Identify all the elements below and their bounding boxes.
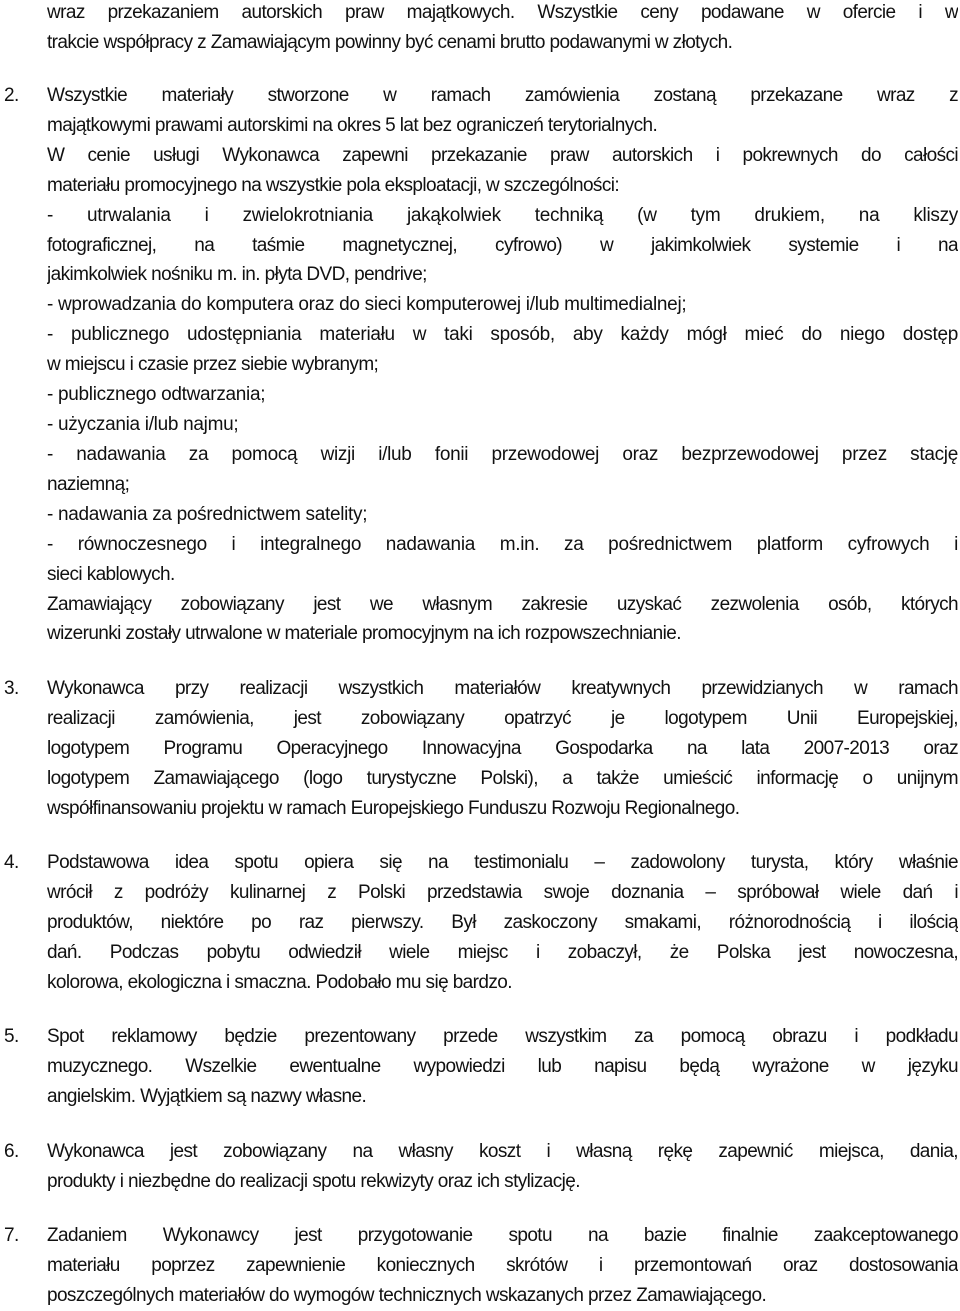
paragraph-line: trakcie współpracy z Zamawiającym powinny być cenami brutto podawanymi w złotych. — [47, 32, 733, 53]
paragraph-line: wizerunki zostały utrwalone w materiale promocyjnym na ich rozpowszechnianie. — [47, 623, 681, 644]
list-bullet-line: - publicznego odtwarzania; — [47, 384, 266, 405]
list-bullet-line: - publicznego udostępniania materiału w taki sposób, aby każdy mógł mieć do niego dostęp — [47, 324, 958, 345]
paragraph-line: Wykonawca jest zobowiązany na własny koszt i własną rękę zapewnić miejsca, dania, — [47, 1141, 958, 1162]
list-bullet-line: - wprowadzania do komputera oraz do sieci komputerowej i/lub multimedialnej; — [47, 294, 687, 315]
paragraph-line: Wszystkie materiały stworzone w ramach zamówienia zostaną przekazane wraz z — [47, 85, 958, 106]
list-number: 4. — [4, 852, 19, 873]
paragraph-line: muzycznego. Wszelkie ewentualne wypowiedzi lub napisu będą wyrażone w języku — [47, 1056, 958, 1077]
paragraph-line: poszczególnych materiałów do wymogów technicznych wskazanych przez Zamawiającego. — [47, 1285, 767, 1306]
paragraph-line: logotypem Zamawiającego (logo turystyczne Polski), a także umieścić informację o unijnym — [47, 768, 958, 789]
paragraph-line: materiału poprzez zapewnienie koniecznych skrótów i przemontowań oraz dostosowania — [47, 1255, 958, 1276]
paragraph-line: materiału promocyjnego na wszystkie pola eksploatacji, w szczególności: — [47, 175, 620, 196]
paragraph-line: Zamawiający zobowiązany jest we własnym zakresie uzyskać zezwolenia osób, których — [47, 594, 958, 615]
paragraph-line: Wykonawca przy realizacji wszystkich materiałów kreatywnych przewidzianych w ramach — [47, 678, 958, 699]
list-bullet-line: - nadawania za pomocą wizji i/lub fonii przewodowej oraz bezprzewodowej przez stację — [47, 444, 958, 465]
list-bullet-line: - utrwalania i zwielokrotniania jakąkolwiek techniką (w tym drukiem, na kliszy — [47, 205, 958, 226]
paragraph-line: produktów, niektóre po raz pierwszy. Był zaskoczony smakami, różnorodnością i ilością — [47, 912, 958, 933]
paragraph-line: produkty i niezbędne do realizacji spotu rekwizyty oraz ich stylizację. — [47, 1171, 580, 1192]
paragraph-line: logotypem Programu Operacyjnego Innowacyjna Gospodarka na lata 2007-2013 oraz — [47, 738, 958, 759]
list-number: 3. — [4, 678, 19, 699]
paragraph-line: dań. Podczas pobytu odwiedził wiele miejsc i zobaczył, że Polska jest nowoczesna, — [47, 942, 958, 963]
paragraph-line: kolorowa, ekologiczna i smaczna. Podobało mu się bardzo. — [47, 972, 512, 993]
paragraph-line: sieci kablowych. — [47, 564, 175, 585]
paragraph-line: fotograficznej, na taśmie magnetycznej, cyfrowo) w jakimkolwiek systemie i na — [47, 235, 958, 256]
paragraph-line: angielskim. Wyjątkiem są nazwy własne. — [47, 1086, 367, 1107]
list-bullet-line: - nadawania za pośrednictwem satelity; — [47, 504, 368, 525]
paragraph-line: Zadaniem Wykonawcy jest przygotowanie spotu na bazie finalnie zaakceptowanego — [47, 1225, 958, 1246]
list-number: 2. — [4, 85, 19, 106]
paragraph-line: wrócił z podróży kulinarnej z Polski przedstawia swoje doznania – spróbował wiele dań i — [47, 882, 958, 903]
list-number: 7. — [4, 1225, 19, 1246]
paragraph-line: majątkowymi prawami autorskimi na okres 5 lat bez ograniczeń terytorialnych. — [47, 115, 658, 136]
list-number: 6. — [4, 1141, 19, 1162]
paragraph-line: w miejscu i czasie przez siebie wybranym; — [47, 354, 379, 375]
paragraph-line: współfinansowaniu projektu w ramach Europejskiego Funduszu Rozwoju Regionalnego. — [47, 798, 740, 819]
paragraph-line: naziemną; — [47, 474, 130, 495]
list-bullet-line: - użyczania i/lub najmu; — [47, 414, 239, 435]
paragraph-line: Podstawowa idea spotu opiera się na testimonialu – zadowolony turysta, który właśnie — [47, 852, 958, 873]
list-number: 5. — [4, 1026, 19, 1047]
paragraph-line: wraz przekazaniem autorskich praw majątkowych. Wszystkie ceny podawane w ofercie i w — [47, 2, 958, 23]
paragraph-line: jakimkolwiek nośniku m. in. płyta DVD, pendrive; — [47, 264, 427, 285]
list-bullet-line: - równoczesnego i integralnego nadawania m.in. za pośrednictwem platform cyfrowych i — [47, 534, 958, 555]
paragraph-line: Spot reklamowy będzie prezentowany przede wszystkim za pomocą obrazu i podkładu — [47, 1026, 958, 1047]
paragraph-line: realizacji zamówienia, jest zobowiązany opatrzyć je logotypem Unii Europejskiej, — [47, 708, 958, 729]
paragraph-line: W cenie usługi Wykonawca zapewni przekazanie praw autorskich i pokrewnych do całości — [47, 145, 958, 166]
